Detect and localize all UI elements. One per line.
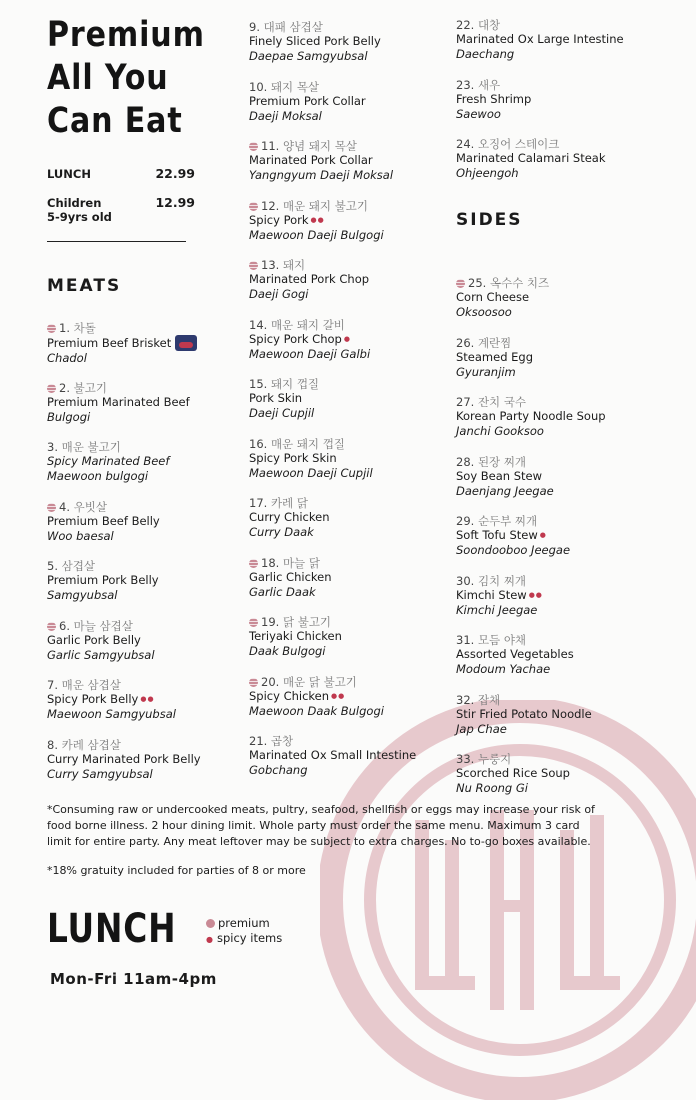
item-korean-name: 매운 돼지 껍질 [270, 436, 345, 451]
item-number: 16. [249, 436, 268, 451]
item-korean-name: 마늘 닭 [282, 555, 320, 570]
item-romanized: Daeji Moksal [249, 108, 322, 123]
chili-icon: ●● [528, 590, 543, 599]
item-english-name: Spicy Pork [249, 212, 309, 227]
premium-dot-icon [249, 142, 258, 151]
item-korean-name: 카레 삼겹살 [61, 737, 121, 752]
chili-icon: ● [343, 334, 351, 343]
item-number: 13. [261, 258, 280, 272]
item-english-name: Soy Bean Stew [456, 468, 543, 483]
item-english-name: Spicy Chicken [249, 688, 330, 703]
divider [47, 241, 186, 242]
item-number: 29. [456, 514, 475, 528]
legend-spicy: spicy items [216, 931, 283, 945]
item-romanized: Jap Chae [456, 721, 507, 736]
item-korean [249, 734, 459, 748]
item-number: 2. [59, 380, 70, 395]
item-romanized: Yangngyum Daeji Moksal [249, 168, 394, 182]
item-number: 21. [249, 734, 268, 748]
item-korean-name: 누룽지 [477, 752, 512, 766]
premium-dot-icon [249, 618, 258, 627]
item-english-name: Marinated Pork Collar [249, 153, 373, 167]
price-label-sub: 5-9yrs old [47, 210, 112, 224]
disclaimer-note: *Consuming raw or undercooked meats, pultry, seafood, shellfish or eggs may increase your risk of food borne illness. 2 hour dining limit. Whole party must order the same menu. Maximum 3 card limit for entire party. Any meat leftover may be subject to extra charges. No to-go boxes available. [47, 803, 595, 848]
menu-item [47, 381, 257, 425]
item-number: 12. [261, 198, 280, 213]
item-korean [456, 455, 666, 469]
item-english [47, 752, 257, 767]
title-line: All You [47, 58, 169, 98]
title-line: Can Eat [47, 101, 183, 141]
item-korean-name: 잡채 [477, 692, 501, 707]
chili-icon: ● [206, 935, 213, 944]
item-korean [249, 258, 459, 272]
item-english [456, 350, 666, 365]
item-romanized: Samgyubsal [47, 588, 118, 602]
chili-icon: ●● [140, 695, 155, 703]
menu-item [249, 20, 459, 64]
item-korean [249, 199, 459, 213]
item-romanized: Janchi Gooksoo [456, 424, 544, 438]
item-korean [249, 377, 459, 391]
item-korean [456, 574, 666, 588]
item-korean-name: 김치 찌개 [477, 573, 527, 588]
menu-item [456, 78, 666, 122]
item-english [249, 332, 459, 347]
item-english-name: Spicy Pork Belly [47, 692, 139, 706]
item-korean [456, 514, 666, 528]
item-romanized: Chadol [47, 351, 87, 365]
item-english [456, 647, 666, 662]
item-romanized: Daenjang Jeegae [456, 483, 554, 498]
menu-item [456, 276, 666, 320]
item-romanized: Daak Bulgogi [249, 644, 326, 658]
menu-item [249, 734, 459, 778]
item-english-name: Marinated Calamari Steak [456, 151, 606, 165]
item-number: 33. [456, 752, 475, 766]
menu-item [456, 137, 666, 181]
item-english [47, 692, 257, 707]
item-korean [47, 619, 257, 633]
item-english-name: Garlic Chicken [249, 569, 332, 584]
item-romanized: Maewoon Daeji Galbi [249, 346, 371, 361]
item-english [47, 633, 257, 648]
item-korean [249, 139, 459, 153]
item-korean-name: 된장 찌개 [477, 454, 527, 469]
item-number: 25. [468, 276, 487, 290]
item-english [249, 272, 459, 287]
item-number: 18. [261, 555, 280, 570]
item-english [47, 573, 257, 588]
item-korean-name: 양념 돼지 목살 [282, 139, 357, 153]
item-english [47, 454, 257, 469]
premium-dot-icon [47, 622, 56, 631]
item-english-name: Marinated Ox Large Intestine [456, 32, 624, 46]
item-romanized: Garlic Samgyubsal [47, 647, 155, 662]
item-korean [47, 678, 257, 692]
item-korean-name: 돼지 껍질 [270, 377, 320, 391]
item-english-name: Steamed Egg [456, 349, 534, 364]
menu-item [47, 440, 257, 484]
premium-dot-icon [47, 503, 56, 512]
item-romanized: Curry Daak [249, 525, 314, 539]
menu-item [456, 752, 666, 796]
price-value: 22.99 [155, 166, 195, 181]
item-romanized: Maewoon Daak Bulgogi [249, 703, 384, 718]
item-romanized: Gobchang [249, 763, 308, 777]
item-korean-name: 오징어 스테이크 [477, 137, 560, 151]
item-english [249, 94, 459, 109]
chili-icon: ●● [331, 691, 346, 700]
item-english-name: Spicy Pork Chop [249, 331, 342, 346]
item-english [249, 689, 459, 704]
premium-badge-icon [175, 335, 197, 351]
item-english [249, 213, 459, 228]
item-english [47, 335, 257, 351]
premium-dot-icon [249, 559, 258, 568]
item-number: 9. [249, 20, 260, 34]
item-number: 27. [456, 395, 475, 409]
item-korean [47, 381, 257, 395]
menu-item [249, 615, 459, 659]
item-english-name: Premium Pork Belly [47, 573, 159, 587]
premium-dot-icon [47, 324, 56, 333]
item-english [456, 409, 666, 424]
item-english [456, 766, 666, 781]
item-english-name: Pork Skin [249, 391, 303, 405]
item-korean-name: 우빗살 [73, 499, 107, 514]
item-romanized: Nu Roong Gi [456, 781, 528, 795]
gratuity-note: *18% gratuity included for parties of 8 or more [47, 864, 306, 877]
menu-item [47, 500, 257, 544]
item-number: 11. [261, 139, 280, 153]
item-romanized: Daepae Samgyubsal [249, 49, 368, 63]
item-korean [456, 276, 666, 290]
item-number: 1. [59, 321, 70, 335]
item-english-name: Premium Pork Collar [249, 93, 366, 108]
item-korean-name: 돼지 [282, 258, 306, 272]
menu-item [456, 693, 666, 737]
item-korean [47, 500, 257, 514]
item-english-name: Teriyaki Chicken [249, 629, 342, 643]
menu-item [456, 455, 666, 499]
item-korean [249, 437, 459, 451]
premium-dot-icon [206, 919, 215, 928]
item-english-name: Fresh Shrimp [456, 91, 532, 106]
item-number: 15. [249, 377, 268, 391]
item-number: 23. [456, 77, 475, 92]
item-english-name: Garlic Pork Belly [47, 632, 141, 647]
item-number: 14. [249, 317, 268, 332]
item-korean-name: 삼겹살 [61, 559, 95, 573]
menu-item [249, 675, 459, 719]
item-korean-name: 불고기 [73, 380, 107, 395]
item-english-name: Premium Beef Brisket [47, 336, 172, 350]
item-number: 19. [261, 615, 280, 629]
item-korean-name: 매운 불고기 [61, 440, 121, 454]
menu-item [249, 199, 459, 243]
price-label [47, 196, 112, 224]
menu-item [47, 678, 257, 722]
item-korean-name: 매운 삼겹살 [61, 678, 121, 692]
item-korean-name: 차돌 [73, 321, 96, 335]
item-english-name: Marinated Ox Small Intestine [249, 748, 417, 762]
menu-item [47, 738, 257, 782]
menu-item [47, 619, 257, 663]
item-korean [456, 752, 666, 766]
item-korean-name: 마늘 삼겹살 [73, 618, 133, 633]
item-romanized: Modoum Yachae [456, 662, 551, 676]
item-english [249, 510, 459, 525]
item-korean [249, 675, 459, 689]
item-english [249, 153, 459, 168]
item-english [456, 92, 666, 107]
item-korean [249, 556, 459, 570]
item-english [456, 151, 666, 166]
menu-item [47, 321, 257, 366]
item-number: 24. [456, 137, 475, 151]
item-number: 6. [59, 618, 70, 633]
menu-item [249, 80, 459, 124]
item-english [456, 469, 666, 484]
item-romanized: Curry Samgyubsal [47, 766, 153, 781]
menu-item [249, 496, 459, 540]
item-number: 28. [456, 454, 475, 469]
menu-item [47, 559, 257, 603]
item-english-name: Kimchi Stew [456, 587, 527, 602]
chili-icon: ● [539, 531, 547, 539]
item-romanized: Maewoon bulgogi [47, 469, 149, 483]
chili-icon: ●● [310, 215, 325, 224]
item-korean-name: 계란찜 [477, 335, 512, 350]
menu-item [249, 556, 459, 600]
meats-heading: MEATS [47, 276, 122, 296]
item-korean [456, 137, 666, 151]
item-korean [456, 336, 666, 350]
item-romanized: Soondooboo Jeegae [456, 543, 571, 557]
item-romanized: Daeji Gogi [249, 287, 309, 301]
item-number: 3. [47, 440, 58, 454]
item-korean [249, 318, 459, 332]
item-romanized: Maewoon Daeji Cupjil [249, 465, 373, 480]
item-romanized: Saewoo [456, 106, 501, 121]
item-number: 26. [456, 335, 475, 350]
item-english [456, 32, 666, 47]
price-value: 12.99 [155, 195, 195, 210]
item-korean-name: 대창 [477, 18, 501, 32]
price-label: LUNCH [47, 167, 91, 181]
item-english [249, 391, 459, 406]
item-english [456, 528, 666, 543]
premium-dot-icon [249, 678, 258, 687]
sides-heading: SIDES [456, 210, 523, 230]
item-number: 20. [261, 674, 280, 689]
item-korean-name: 잔치 국수 [477, 395, 527, 409]
item-number: 5. [47, 559, 58, 573]
item-number: 4. [59, 499, 70, 514]
premium-dot-icon [47, 384, 56, 393]
item-english [249, 451, 459, 466]
item-romanized: Gyuranjim [456, 364, 516, 379]
item-english-name: Korean Party Noodle Soup [456, 409, 606, 423]
item-english-name: Premium Marinated Beef [47, 394, 190, 409]
item-english-name: Curry Marinated Pork Belly [47, 751, 201, 766]
item-english [456, 707, 666, 722]
item-korean [47, 559, 257, 573]
item-romanized: Oksoosoo [456, 305, 512, 319]
item-english-name: Premium Beef Belly [47, 513, 160, 528]
menu-item [249, 437, 459, 481]
premium-dot-icon [249, 202, 258, 211]
menu-item [249, 377, 459, 421]
item-korean [249, 80, 459, 94]
menu-item [249, 318, 459, 362]
item-korean-name: 매운 돼지 불고기 [282, 198, 369, 213]
item-romanized: Maewoon Daeji Bulgogi [249, 227, 384, 242]
item-english-name: Soft Tofu Stew [456, 528, 538, 542]
item-romanized: Daeji Cupjil [249, 406, 315, 420]
item-english-name: Corn Cheese [456, 290, 530, 304]
item-romanized: Kimchi Jeegae [456, 602, 538, 617]
item-english [456, 290, 666, 305]
item-romanized: Daechang [456, 47, 515, 61]
item-korean-name: 카레 닭 [270, 496, 308, 510]
item-number: 10. [249, 79, 268, 94]
item-english-name: Spicy Pork Skin [249, 450, 337, 465]
item-korean [456, 395, 666, 409]
menu-item [456, 18, 666, 62]
item-romanized: Bulgogi [47, 409, 91, 424]
item-korean-name: 닭 불고기 [282, 615, 332, 629]
item-english-name: Assorted Vegetables [456, 647, 574, 661]
price-children [47, 196, 195, 226]
item-english [249, 748, 459, 763]
item-english [456, 588, 666, 603]
item-korean-name: 매운 닭 불고기 [282, 674, 357, 689]
menu-item [456, 574, 666, 618]
item-english-name: Marinated Pork Chop [249, 272, 370, 286]
item-korean-name: 대패 삼겹살 [263, 20, 323, 34]
item-english-name: Spicy Marinated Beef [47, 454, 170, 468]
menu-item [456, 395, 666, 439]
item-korean [456, 78, 666, 92]
premium-dot-icon [456, 279, 465, 288]
item-korean [456, 633, 666, 647]
item-number: 7. [47, 678, 58, 692]
item-english [249, 34, 459, 49]
item-number: 22. [456, 18, 475, 32]
item-english [249, 629, 459, 644]
menu-item [456, 633, 666, 677]
item-english-name: Stir Fried Potato Noodle [456, 706, 592, 721]
menu-title [47, 14, 207, 143]
item-english-name: Scorched Rice Soup [456, 766, 570, 780]
item-romanized: Garlic Daak [249, 584, 316, 599]
item-korean [47, 440, 257, 454]
lunch-hours: Mon-Fri 11am-4pm [50, 970, 217, 988]
item-romanized: Ohjeengoh [456, 166, 519, 180]
item-korean [249, 615, 459, 629]
item-korean-name: 매운 돼지 갈비 [270, 317, 345, 332]
item-korean-name: 모듬 야채 [477, 633, 527, 647]
item-korean-name: 곱창 [270, 734, 294, 748]
title-line: Premium [47, 15, 205, 55]
item-korean [456, 693, 666, 707]
item-number: 8. [47, 737, 58, 752]
item-english-name: Curry Chicken [249, 510, 330, 524]
item-romanized: Woo baesal [47, 528, 114, 543]
item-english [249, 570, 459, 585]
item-number: 31. [456, 633, 475, 647]
item-english-name: Finely Sliced Pork Belly [249, 34, 381, 48]
item-korean [249, 20, 459, 34]
item-number: 32. [456, 692, 475, 707]
item-korean [456, 18, 666, 32]
item-korean-name: 새우 [477, 77, 501, 92]
item-english [47, 395, 257, 410]
item-english [47, 514, 257, 529]
premium-dot-icon [249, 261, 258, 270]
item-number: 30. [456, 573, 475, 588]
menu-item [456, 336, 666, 380]
menu-item [249, 258, 459, 302]
price-label-line: Children [47, 196, 102, 210]
legend-premium: premium [218, 916, 270, 930]
item-korean-name: 옥수수 치즈 [489, 276, 550, 290]
item-korean [249, 496, 459, 510]
menu-item [249, 139, 459, 183]
item-korean-name: 돼지 목살 [270, 79, 320, 94]
item-korean [47, 738, 257, 752]
item-korean-name: 순두부 찌개 [477, 514, 538, 528]
item-romanized: Maewoon Samgyubsal [47, 707, 176, 721]
menu-item [456, 514, 666, 558]
item-number: 17. [249, 496, 268, 510]
lunch-heading: LUNCH [47, 906, 177, 952]
item-korean [47, 321, 257, 335]
legend [206, 916, 282, 947]
